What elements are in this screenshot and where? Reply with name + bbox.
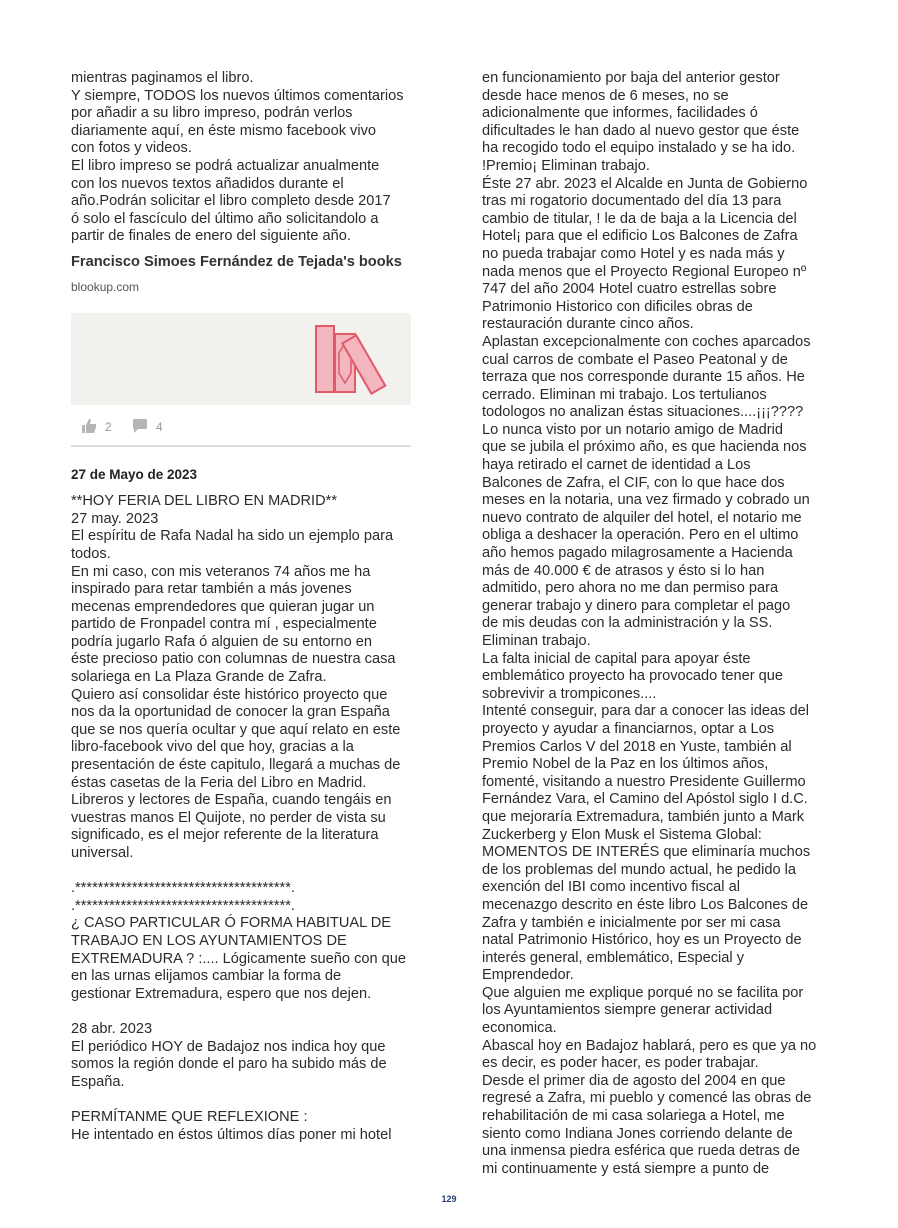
text-line: Y siempre, TODOS los nuevos últimos comentarios — [71, 87, 404, 104]
text-line: haya retirado el carnet de identidad a Los — [482, 457, 751, 474]
text-line: de los problemas del mundo actual, he pedido la — [482, 861, 796, 878]
text-line: Premios Carlos V del 2018 en Yuste, también al — [482, 738, 792, 755]
text-line: significado, es el mejor referente de la literatura — [71, 827, 379, 844]
text-line — [71, 863, 416, 881]
text-line: Premio Nobel de la Paz en los últimos años, — [482, 756, 769, 773]
text-line: Emprendedor. — [482, 967, 574, 984]
text-line: mecenas emprendedores que quieran jugar un — [71, 598, 375, 615]
text-line: !Premio¡ Eliminan trabajo. — [482, 157, 650, 174]
text-line: MOMENTOS DE INTERÉS que eliminaría muchos — [482, 844, 811, 861]
text-line: sobrevivir a trompicones.... — [482, 685, 657, 702]
link-card-image[interactable] — [71, 313, 411, 405]
text-line: nada menos que el Proyecto Regional Europeo nº — [482, 263, 807, 280]
text-line: ó solo el fascículo del último año solicitandolo a — [71, 210, 379, 227]
text-line: terraza que nos corresponde durante 15 años. He — [482, 369, 805, 386]
text-line: ha recogido todo el equipo instalado y se ha ido. — [482, 140, 796, 157]
text-line: **HOY FERIA DEL LIBRO EN MADRID** — [71, 493, 338, 510]
text-line: mientras paginamos el libro. — [71, 70, 254, 86]
text-line: economica. — [482, 1020, 557, 1037]
text-line: meses en la notaria, una vez firmado y cobrado un — [482, 492, 810, 509]
text-line: Hotel¡ para que el edificio Los Balcones de Zafra — [482, 228, 798, 245]
text-line: 28 abr. 2023 — [71, 1020, 153, 1037]
text-line: que se nos quería ocultar y que aquí relato en este — [71, 721, 401, 738]
text-line: año hemos pagado milagrosamente a Hacienda — [482, 545, 793, 562]
text-line: interés general, emblemático, Especial y — [482, 949, 745, 966]
text-line: con fotos y videos. — [71, 140, 192, 157]
comment-icon[interactable] — [132, 418, 148, 434]
text-line: siento como Indiana Jones corriendo delante de — [482, 1125, 793, 1142]
text-line: no pueda trabajar como Hotel y es nada más y — [482, 245, 785, 262]
text-line: en las urnas elijamos cambiar la forma de — [71, 968, 342, 985]
text-line: Fernández Vara, el Camino del Apóstol siglo I d.C. — [482, 791, 808, 808]
comments-count: 4 — [156, 419, 163, 434]
text-line: los Ayuntamientos siempre generar actividad — [482, 1002, 773, 1019]
text-line: inspirado para retar también a más jovenes — [71, 581, 352, 598]
text-line: España. — [71, 1073, 125, 1090]
text-line — [71, 1003, 416, 1021]
link-card-title[interactable]: Francisco Simoes Fernández de Tejada's books — [71, 253, 402, 270]
text-line: Desde el primer dia de agosto del 2004 en que — [482, 1072, 786, 1089]
text-line: PERMÍTANME QUE REFLEXIONE : — [71, 1108, 308, 1125]
text-line: natal Patrimonio Histórico, hoy es un Proyecto de — [482, 932, 802, 949]
text-line: cerrado. Eliminan mi trabajo. Los tertulianos — [482, 386, 767, 403]
text-line: solariega en La Plaza Grande de Zafra. — [71, 669, 327, 686]
text-line: nos da la oportunidad de conocer la gran España — [71, 704, 390, 721]
text-line — [71, 1091, 416, 1109]
text-line: vuestras manos El Quijote, no perder de vista su — [71, 809, 386, 826]
text-line: presentación de éste capitulo, llegará a muchas de — [71, 757, 401, 774]
text-line: ¿ CASO PARTICULAR Ó FORMA HABITUAL DE — [71, 915, 392, 932]
text-line: La falta inicial de capital para apoyar éste — [482, 650, 751, 667]
text-line: TRABAJO EN LOS AYUNTAMIENTOS DE — [71, 932, 347, 949]
text-line: que mejoraría Extremadura, también junto a Mark — [482, 808, 805, 825]
text-line: rehabilitación de mi casa solariega a Hotel, me — [482, 1108, 785, 1125]
text-line: .**************************************. — [71, 897, 295, 914]
text-line: por añadir a su libro impreso, podrán verlos — [71, 105, 353, 122]
text-line: En mi caso, con mis veteranos 74 años me ha — [71, 563, 371, 580]
text-line: Zuckerberg y Elon Musk el Sistema Global: — [482, 826, 762, 843]
text-line: universal. — [71, 845, 134, 861]
text-line: EXTREMADURA ? :.... Lógicamente sueño con que — [71, 950, 407, 967]
text-line: diariamente aquí, en éste mismo facebook vivo — [71, 122, 377, 139]
date-heading: 27 de Mayo de 2023 — [71, 466, 198, 482]
text-line: Zafra y también e inicialmente por ser mi casa — [482, 914, 781, 931]
text-line: cual carros de combate el Paseo Peatonal y de — [482, 351, 788, 368]
text-line: somos la región donde el paro ha subido más de — [71, 1056, 387, 1073]
text-line: de mis deudas con la administración y la SS. — [482, 615, 773, 632]
text-line: dificultades le han dado al nuevo gestor que éste — [482, 122, 800, 139]
text-line: Patrimonio Historico con dificiles obras de — [482, 298, 753, 315]
text-line: en funcionamiento por baja del anterior gestor — [482, 70, 780, 86]
text-line: es decir, es poder hacer, es poder trabajar. — [482, 1055, 759, 1072]
text-line: desde hace menos de 6 meses, no se — [482, 87, 729, 104]
text-line: tras mi rogatorio documentado del día 13 para — [482, 193, 782, 210]
text-line: año.Podrán solicitar el libro completo desde 2017 — [71, 193, 391, 210]
text-line: exención del IBI como incentivo fiscal al — [482, 879, 740, 896]
text-line: obliga a deshacer la operación. Pero en el ultimo — [482, 527, 799, 544]
text-line: .**************************************. — [71, 880, 295, 897]
text-line: 747 del año 2004 Hotel cuatro estrellas sobre — [482, 281, 777, 298]
likes-count: 2 — [105, 419, 112, 434]
link-card[interactable] — [71, 254, 416, 405]
text-line: Intenté conseguir, para dar a conocer las ideas del — [482, 703, 809, 720]
text-line: todologos no analizan éstas situaciones....¡¡¡???? — [482, 404, 804, 421]
text-line: éstas casetas de la Feria del Libro en Madrid. — [71, 774, 367, 791]
left-column — [71, 70, 416, 1144]
text-line: gestionar Extremadura, espero que nos dejen. — [71, 985, 372, 1002]
text-line: Que alguien me explique porqué no se facilita por — [482, 984, 804, 1001]
social-bar — [71, 405, 411, 447]
text-line: fomenté, visitando a nuestro Presidente Guillermo — [482, 773, 806, 790]
text-line: El libro impreso se podrá actualizar anualmente — [71, 157, 380, 174]
text-line: Aplastan excepcionalmente con coches aparcados — [482, 333, 811, 350]
text-line: una inmensa piedra esférica que rueda detras de — [482, 1143, 801, 1160]
text-line: adicionalmente que informes, facilidades ó — [482, 105, 758, 122]
left-body-text — [71, 493, 416, 1144]
text-line: emblemático proyecto ha provocado tener que — [482, 668, 783, 685]
text-line: que se jubila el próximo año, es que hacienda nos — [482, 439, 807, 456]
text-line: El periódico HOY de Badajoz nos indica hoy que — [71, 1038, 386, 1055]
text-line: regresé a Zafra, mi pueblo y comencé las obras de — [482, 1090, 812, 1107]
text-line: todos. — [71, 545, 111, 562]
text-line: éste precioso patio con columnas de nuestra casa — [71, 651, 396, 668]
left-top-text — [71, 70, 416, 246]
text-line: Abascal hoy en Badajoz hablará, pero es que ya no — [482, 1037, 817, 1054]
text-line: cambio de titular, ! le da de baja a la Licencia del — [482, 210, 797, 227]
text-line: Balcones de Zafra, el CIF, con lo que hace dos — [482, 474, 785, 491]
thumbs-up-icon[interactable] — [81, 418, 97, 434]
text-line: generar trabajo y dinero para completar el pago — [482, 597, 791, 614]
text-line: restauración durante cinco años. — [482, 316, 694, 333]
text-line: podría jugarlo Rafa ó alguien de su entorno en — [71, 633, 373, 650]
link-card-url[interactable]: blookup.com — [71, 279, 140, 294]
text-line: Libreros y lectores de España, cuando tengáis en — [71, 792, 392, 809]
text-line: admitido, pero ahora no me dan permiso para — [482, 580, 779, 597]
text-line: 27 may. 2023 — [71, 510, 159, 527]
text-line: Eliminan trabajo. — [482, 633, 591, 649]
text-line: He intentado en éstos últimos días poner mi hotel — [71, 1126, 392, 1143]
text-line: mecenazgo descrito en éste libro Los Balcones de — [482, 896, 809, 913]
right-column — [482, 70, 827, 1178]
text-line: partido de Fronpadel contra mí , especialmente — [71, 616, 377, 633]
text-line: con los nuevos textos añadidos durante el — [71, 175, 344, 192]
text-line: libro-facebook vivo del que hoy, gracias a la — [71, 739, 354, 756]
right-body-text — [482, 70, 827, 1178]
text-line: nuevo contrato de alquiler del hotel, el notario me — [482, 509, 802, 526]
text-line: partir de finales de enero del siguiente año. — [71, 228, 351, 245]
text-line: El espíritu de Rafa Nadal ha sido un ejemplo para — [71, 528, 394, 545]
text-line: Éste 27 abr. 2023 el Alcalde en Junta de Gobierno — [482, 175, 808, 192]
text-line: Quiero así consolidar éste histórico proyecto que — [71, 686, 388, 703]
page-number: 129 — [441, 1194, 457, 1204]
text-line: proyecto y ayudar a financiarnos, optar a Los — [482, 720, 775, 737]
text-line: Lo nunca visto por un notario amigo de Madrid — [482, 421, 783, 438]
text-line: más de 40.000 € de atrasos y ésto si lo han — [482, 562, 765, 579]
text-line: mi continuamente y está siempre a punto de — [482, 1160, 770, 1177]
